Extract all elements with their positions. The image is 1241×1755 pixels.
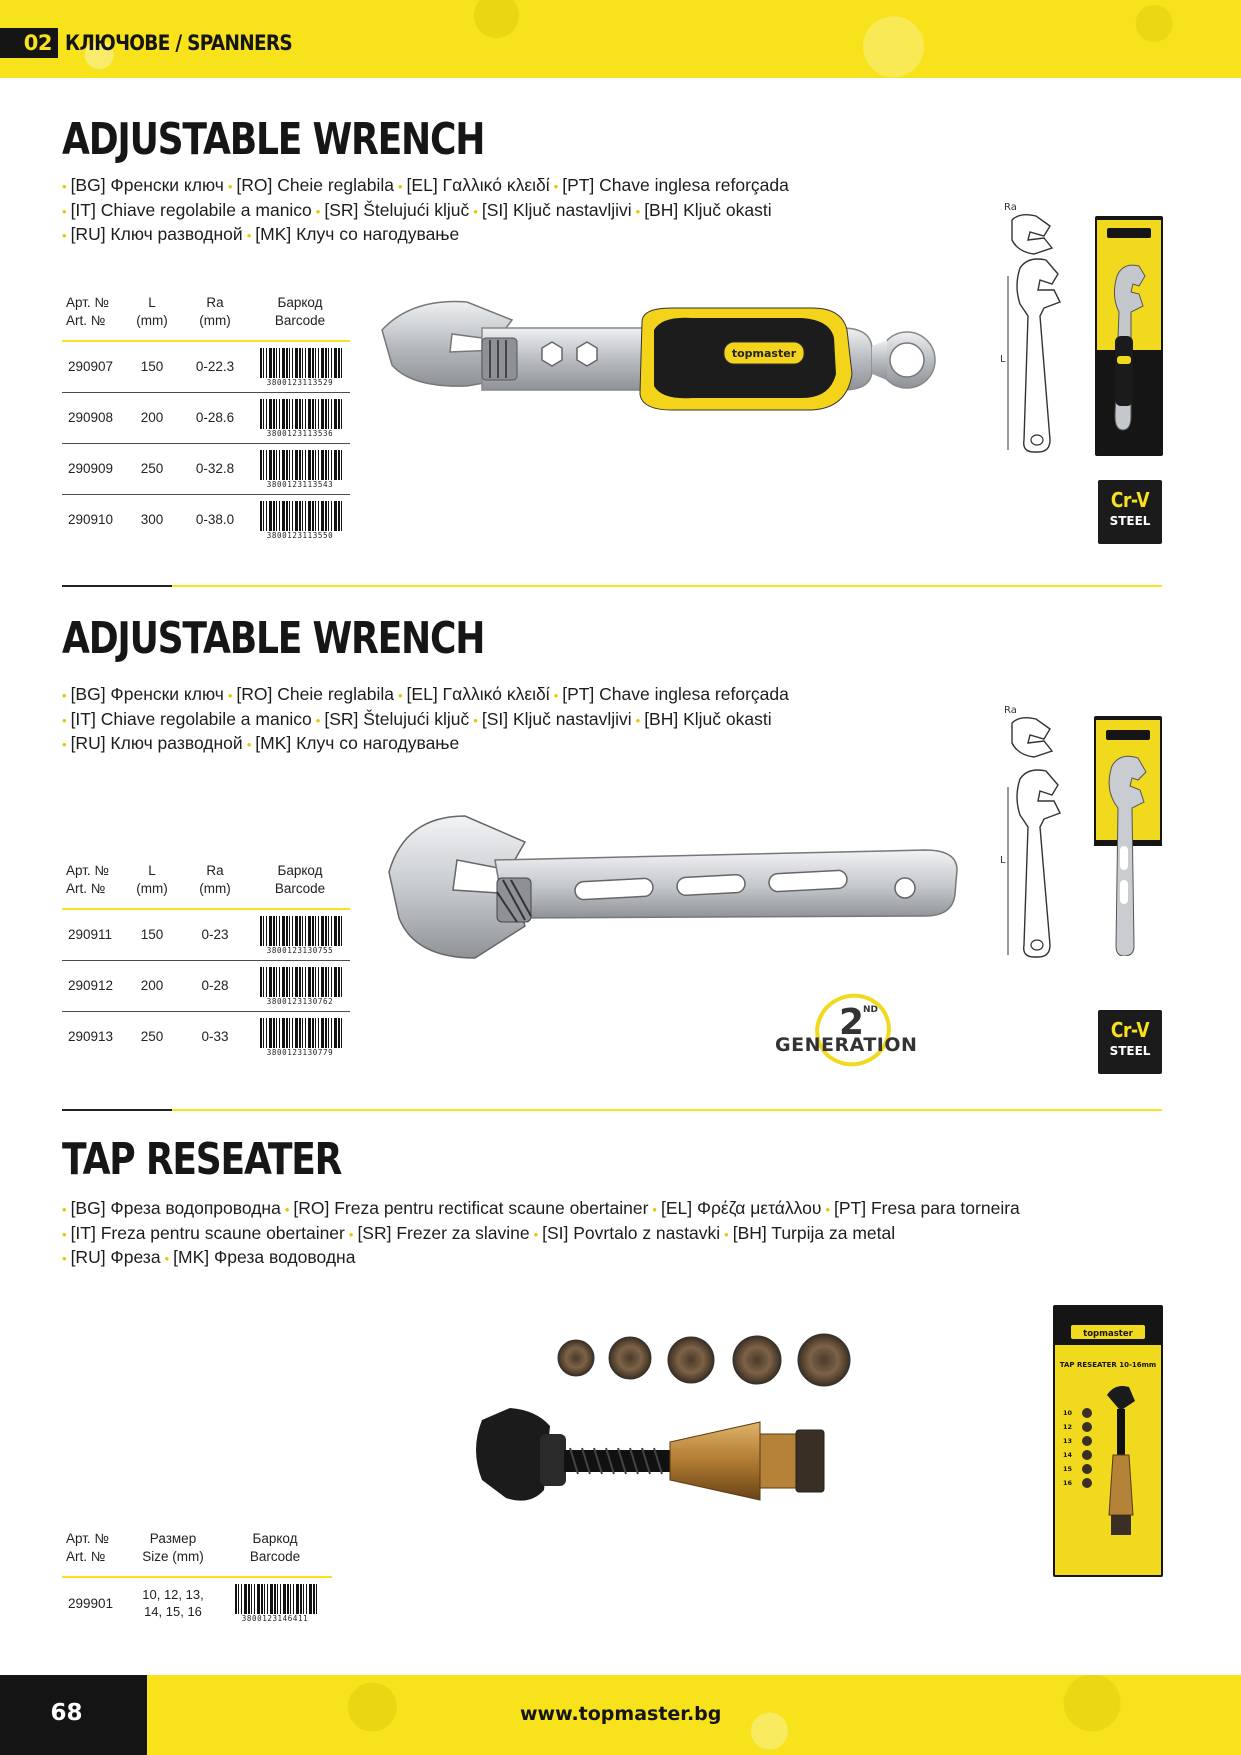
second-generation-logo: 2 ND GENERATION	[775, 990, 940, 1070]
table-row: 290907 150 0-22.3 3800123113529	[62, 341, 350, 392]
svg-text:15: 15	[1063, 1465, 1073, 1473]
chapter-heading	[0, 28, 324, 58]
col-art: Арт. № Art. №	[62, 1530, 128, 1577]
table-row: 290909 250 0-32.8 3800123113543	[62, 443, 350, 494]
section-title: TAP RESEATER	[62, 1134, 342, 1185]
tap-reseater-photo	[470, 1330, 890, 1540]
spec-table	[62, 862, 350, 1062]
package-brand: topmaster	[1083, 1329, 1133, 1339]
barcode: 3800123130762	[254, 967, 346, 1005]
product-package	[1095, 216, 1163, 456]
language-list	[62, 683, 789, 757]
language-line: • [BG] Френски ключ • [RO] Cheie reglabila • [EL] Γαλλικό κλειδί • [PT] Chave inglesa reforçada	[62, 684, 789, 704]
table-row: 290911 150 0-23 3800123130755	[62, 909, 350, 960]
barcode: 3800123113550	[254, 501, 346, 539]
col-length: L (mm)	[124, 294, 180, 341]
product-package	[1053, 1305, 1163, 1577]
page-number: 68	[50, 1700, 83, 1726]
crv-steel-badge: Cr-V STEEL	[1098, 1010, 1162, 1074]
table-row: 290912 200 0-28 3800123130762	[62, 960, 350, 1011]
website-link[interactable]: www.topmaster.bg	[520, 1703, 722, 1725]
col-size: Размер Size (mm)	[128, 1530, 218, 1577]
package-label: TAP RESEATER 10-16mm	[1059, 1361, 1157, 1369]
generation-swoosh-icon	[815, 990, 895, 1070]
language-line: • [IT] Chiave regolabile a manico • [SR] Štelujući ključ • [SI] Ključ nastavljivi • [BH] Ključ okasti	[62, 708, 772, 729]
spec-table	[62, 294, 350, 545]
svg-text:L: L	[1000, 354, 1006, 365]
svg-text:12: 12	[1063, 1423, 1073, 1431]
col-art: Арт. № Art. №	[62, 862, 124, 909]
svg-text:16: 16	[1063, 1479, 1073, 1487]
col-art: Арт. № Art. №	[62, 294, 124, 341]
chapter-title: КЛЮЧОВЕ / SPANNERS	[65, 31, 293, 55]
language-line: • [RU] Ключ разводной • [MK] Клуч со нагодување	[62, 733, 460, 753]
svg-text:13: 13	[1063, 1437, 1073, 1445]
section-divider	[62, 585, 1162, 587]
table-header-row	[62, 1530, 332, 1577]
dimension-diagram	[1000, 703, 1075, 963]
language-line: • [IT] Chiave regolabile a manico • [SR] Štelujući ključ • [SI] Ključ nastavljivi • [BH] Ključ okasti	[62, 199, 772, 220]
svg-text:14: 14	[1063, 1451, 1073, 1459]
barcode: 3800123113529	[254, 348, 346, 386]
section-divider-accent	[62, 1109, 172, 1111]
dimension-diagram	[1000, 198, 1075, 458]
wrench-photo	[385, 808, 965, 968]
table-row: 290913 250 0-33 3800123130779	[62, 1011, 350, 1062]
language-line: • [RU] Ключ разводной • [MK] Клуч со нагодување	[62, 224, 460, 244]
col-barcode: Баркод Barcode	[250, 294, 350, 341]
barcode: 3800123113543	[254, 450, 346, 488]
table-row: 290910 300 0-38.0 3800123113550	[62, 494, 350, 545]
svg-text:2: 2	[839, 1002, 865, 1043]
svg-text:Ra: Ra	[1004, 202, 1017, 213]
table-header-row	[62, 862, 350, 909]
col-barcode: Баркод Barcode	[250, 862, 350, 909]
barcode: 3800123130755	[254, 916, 346, 954]
section-divider	[62, 1109, 1162, 1111]
wrench-photo	[372, 290, 972, 440]
table-row: 299901 10, 12, 13, 14, 15, 16 3800123146411	[62, 1577, 332, 1628]
language-line: • [BG] Фреза водопроводна • [RO] Freza pentru rectificat scaune obertainer • [EL] Φρέζα μετάλλου • [PT] Fresa para torneira	[62, 1198, 1020, 1218]
barcode: 3800123146411	[229, 1584, 321, 1622]
language-list	[62, 174, 789, 248]
table-row: 290908 200 0-28.6 3800123113536	[62, 392, 350, 443]
table-header-row	[62, 294, 350, 341]
language-line: • [IT] Freza pentru scaune obertainer • [SR] Frezer za slavine • [SI] Povrtalo z nastavki • [BH] Turpija za metal	[62, 1222, 896, 1243]
barcode: 3800123130779	[254, 1018, 346, 1056]
svg-text:ND: ND	[863, 1005, 879, 1015]
handle-brand: topmaster	[731, 347, 797, 360]
language-line: • [RU] Фреза • [MK] Фреза водоводна	[62, 1247, 356, 1267]
col-ra: Ra (mm)	[180, 294, 250, 341]
section-divider-accent	[62, 585, 172, 587]
col-length: L (mm)	[124, 862, 180, 909]
svg-text:L: L	[1000, 855, 1006, 866]
section-title: ADJUSTABLE WRENCH	[62, 114, 485, 165]
product-package	[1094, 716, 1162, 956]
language-line: • [BG] Френски ключ • [RO] Cheie reglabila • [EL] Γαλλικό κλειδί • [PT] Chave inglesa reforçada	[62, 175, 789, 195]
svg-text:Ra: Ra	[1004, 705, 1017, 716]
crv-steel-badge: Cr-V STEEL	[1098, 480, 1162, 544]
spec-table	[62, 1530, 332, 1628]
col-barcode: Баркод Barcode	[218, 1530, 332, 1577]
language-list	[62, 1197, 1020, 1271]
chapter-number: 02	[0, 28, 58, 58]
col-ra: Ra (mm)	[180, 862, 250, 909]
section-title: ADJUSTABLE WRENCH	[62, 613, 485, 664]
svg-text:10: 10	[1063, 1409, 1073, 1417]
barcode: 3800123113536	[254, 399, 346, 437]
